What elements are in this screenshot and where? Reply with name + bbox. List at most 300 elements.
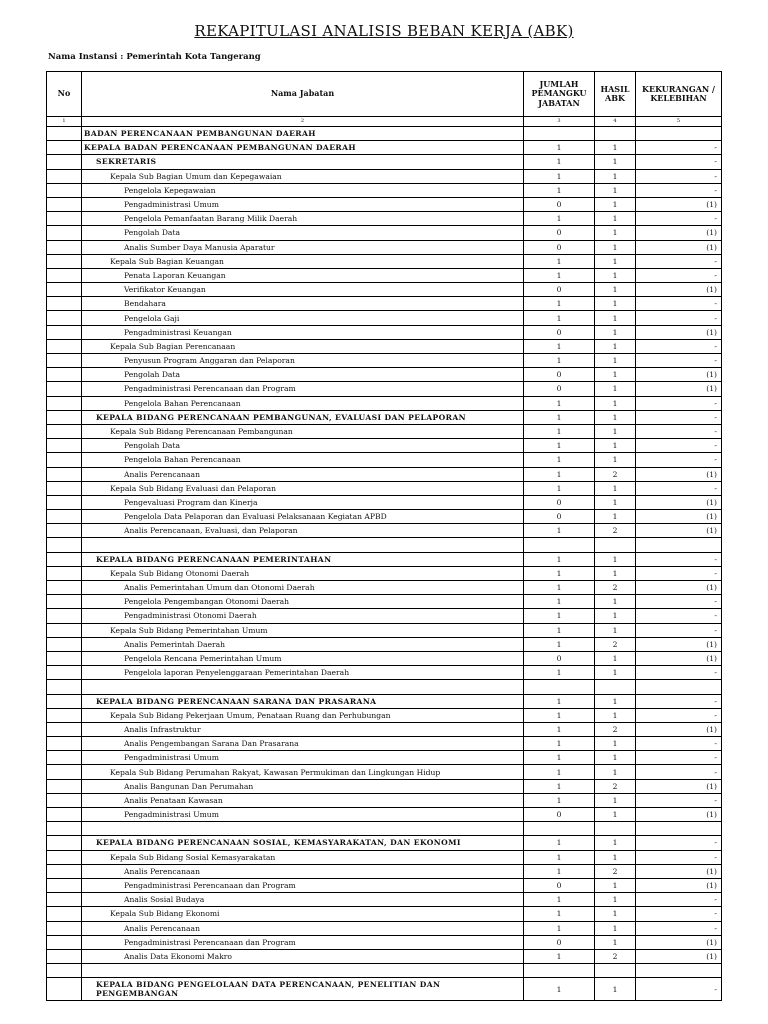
table-row: [47, 581, 722, 595]
row-no-cell: [47, 155, 82, 169]
column-number: 2: [82, 117, 524, 127]
header-no: No: [47, 72, 82, 117]
jumlah-cell: [524, 964, 595, 978]
selisih-cell: (1): [636, 510, 722, 524]
hasil-cell: 2: [595, 524, 636, 538]
jumlah-cell: 1: [524, 155, 595, 169]
jabatan-cell: Pengolah Data: [82, 368, 524, 382]
hasil-cell: 1: [595, 935, 636, 949]
row-no-cell: [47, 510, 82, 524]
jabatan-cell: Analis Pemerintahan Umum dan Otonomi Daerah: [82, 581, 524, 595]
row-no-cell: [47, 978, 82, 1001]
hasil-cell: 2: [595, 722, 636, 736]
jumlah-cell: 1: [524, 552, 595, 566]
hasil-cell: 1: [595, 325, 636, 339]
column-number: 1: [47, 117, 82, 127]
jumlah-cell: 1: [524, 424, 595, 438]
jabatan-cell: Pengolah Data: [82, 226, 524, 240]
table-row: [47, 708, 722, 722]
hasil-cell: 1: [595, 609, 636, 623]
selisih-cell: -: [636, 978, 722, 1001]
jabatan-cell: Kepala Sub Bidang Ekonomi: [82, 907, 524, 921]
selisih-cell: (1): [636, 864, 722, 878]
selisih-cell: [636, 538, 722, 552]
jabatan-cell: Kepala Sub Bidang Perumahan Rakyat, Kawasan Permukiman dan Lingkungan Hidup: [82, 765, 524, 779]
row-no-cell: [47, 524, 82, 538]
jabatan-cell: [82, 822, 524, 836]
jumlah-cell: [524, 680, 595, 694]
row-no-cell: [47, 396, 82, 410]
hasil-cell: 2: [595, 581, 636, 595]
table-row: [47, 637, 722, 651]
jumlah-cell: 1: [524, 268, 595, 282]
jumlah-cell: 1: [524, 666, 595, 680]
jumlah-cell: 1: [524, 779, 595, 793]
row-no-cell: [47, 410, 82, 424]
selisih-cell: -: [636, 410, 722, 424]
table-row: [47, 538, 722, 552]
selisih-cell: -: [636, 552, 722, 566]
table-body: [47, 127, 722, 1001]
selisih-cell: -: [636, 183, 722, 197]
table-row: [47, 779, 722, 793]
selisih-cell: (1): [636, 240, 722, 254]
hasil-cell: 1: [595, 254, 636, 268]
jumlah-cell: 1: [524, 212, 595, 226]
selisih-cell: -: [636, 893, 722, 907]
selisih-cell: -: [636, 439, 722, 453]
table-row: [47, 878, 722, 892]
jabatan-cell: KEPALA BADAN PERENCANAAN PEMBANGUNAN DAERAH: [82, 141, 524, 155]
row-no-cell: [47, 382, 82, 396]
jabatan-cell: KEPALA BIDANG PERENCANAAN PEMERINTAHAN: [82, 552, 524, 566]
jumlah-cell: 1: [524, 524, 595, 538]
row-no-cell: [47, 141, 82, 155]
selisih-cell: -: [636, 666, 722, 680]
jumlah-cell: 0: [524, 368, 595, 382]
selisih-cell: (1): [636, 325, 722, 339]
column-number: 3: [524, 117, 595, 127]
jabatan-cell: Pengelola Pengembangan Otonomi Daerah: [82, 595, 524, 609]
table-row: [47, 127, 722, 141]
selisih-cell: -: [636, 609, 722, 623]
table-row: [47, 893, 722, 907]
table-row: [47, 467, 722, 481]
hasil-cell: 1: [595, 552, 636, 566]
jabatan-cell: Kepala Sub Bidang Otonomi Daerah: [82, 566, 524, 580]
jumlah-cell: 0: [524, 226, 595, 240]
hasil-cell: [595, 680, 636, 694]
selisih-cell: -: [636, 595, 722, 609]
header-kekurangan-kelebihan: KEKURANGAN / KELEBIHAN: [636, 72, 722, 117]
selisih-cell: -: [636, 141, 722, 155]
selisih-cell: (1): [636, 935, 722, 949]
column-number: 4: [595, 117, 636, 127]
row-no-cell: [47, 935, 82, 949]
row-no-cell: [47, 212, 82, 226]
row-no-cell: [47, 793, 82, 807]
row-no-cell: [47, 581, 82, 595]
jabatan-cell: Pengelola Pemanfaatan Barang Milik Daerah: [82, 212, 524, 226]
hasil-cell: 1: [595, 921, 636, 935]
selisih-cell: (1): [636, 637, 722, 651]
hasil-cell: 1: [595, 836, 636, 850]
jumlah-cell: 1: [524, 708, 595, 722]
row-no-cell: [47, 666, 82, 680]
hasil-cell: 1: [595, 623, 636, 637]
jumlah-cell: 0: [524, 197, 595, 211]
jumlah-cell: 0: [524, 382, 595, 396]
jabatan-cell: Penata Laporan Keuangan: [82, 268, 524, 282]
selisih-cell: -: [636, 212, 722, 226]
table-row: [47, 311, 722, 325]
jabatan-cell: Pengelola laporan Penyelenggaraan Pemerintahan Daerah: [82, 666, 524, 680]
hasil-cell: 1: [595, 907, 636, 921]
jumlah-cell: 0: [524, 935, 595, 949]
hasil-cell: 1: [595, 566, 636, 580]
selisih-cell: -: [636, 836, 722, 850]
table-row: [47, 949, 722, 963]
jabatan-cell: Kepala Sub Bidang Perencanaan Pembangunan: [82, 424, 524, 438]
hasil-cell: 1: [595, 311, 636, 325]
table-header-row: [47, 72, 722, 117]
row-no-cell: [47, 254, 82, 268]
header-nama-jabatan: Nama Jabatan: [82, 72, 524, 117]
jumlah-cell: 1: [524, 354, 595, 368]
selisih-cell: [636, 127, 722, 141]
table-row: [47, 623, 722, 637]
selisih-cell: -: [636, 793, 722, 807]
jabatan-cell: Analis Data Ekonomi Makro: [82, 949, 524, 963]
hasil-cell: 1: [595, 368, 636, 382]
row-no-cell: [47, 481, 82, 495]
selisih-cell: (1): [636, 949, 722, 963]
jabatan-cell: Pengadministrasi Umum: [82, 808, 524, 822]
table-row: [47, 354, 722, 368]
hasil-cell: 1: [595, 651, 636, 665]
selisih-cell: [636, 822, 722, 836]
table-row: [47, 935, 722, 949]
jumlah-cell: 1: [524, 694, 595, 708]
table-row: [47, 240, 722, 254]
hasil-cell: 1: [595, 694, 636, 708]
jabatan-cell: Pengelola Kepegawaian: [82, 183, 524, 197]
selisih-cell: -: [636, 169, 722, 183]
table-row: [47, 254, 722, 268]
jumlah-cell: 1: [524, 410, 595, 424]
table-row: [47, 410, 722, 424]
hasil-cell: 2: [595, 949, 636, 963]
row-no-cell: [47, 836, 82, 850]
jumlah-cell: 1: [524, 609, 595, 623]
hasil-cell: [595, 822, 636, 836]
selisih-cell: [636, 680, 722, 694]
row-no-cell: [47, 467, 82, 481]
row-no-cell: [47, 127, 82, 141]
row-no-cell: [47, 354, 82, 368]
hasil-cell: 1: [595, 155, 636, 169]
selisih-cell: -: [636, 311, 722, 325]
table-row: [47, 382, 722, 396]
table-row: [47, 339, 722, 353]
row-no-cell: [47, 311, 82, 325]
row-no-cell: [47, 737, 82, 751]
hasil-cell: 1: [595, 495, 636, 509]
table-row: [47, 141, 722, 155]
selisih-cell: (1): [636, 651, 722, 665]
jumlah-cell: [524, 127, 595, 141]
selisih-cell: -: [636, 453, 722, 467]
hasil-cell: 1: [595, 197, 636, 211]
row-no-cell: [47, 183, 82, 197]
jabatan-cell: Analis Perencanaan, Evaluasi, dan Pelaporan: [82, 524, 524, 538]
selisih-cell: -: [636, 155, 722, 169]
hasil-cell: 1: [595, 297, 636, 311]
table-row: [47, 424, 722, 438]
column-number: 5: [636, 117, 722, 127]
table-row: [47, 609, 722, 623]
selisih-cell: (1): [636, 808, 722, 822]
jabatan-cell: Analis Penataan Kawasan: [82, 793, 524, 807]
instansi-label: Nama Instansi : Pemerintah Kota Tangerang: [48, 52, 261, 62]
jumlah-cell: 1: [524, 850, 595, 864]
jabatan-cell: Pengadministrasi Perencanaan dan Program: [82, 935, 524, 949]
table-row: [47, 907, 722, 921]
selisih-cell: (1): [636, 878, 722, 892]
jumlah-cell: 1: [524, 836, 595, 850]
table-row: [47, 495, 722, 509]
hasil-cell: 1: [595, 240, 636, 254]
table-row: [47, 283, 722, 297]
selisih-cell: -: [636, 623, 722, 637]
selisih-cell: -: [636, 297, 722, 311]
selisih-cell: -: [636, 765, 722, 779]
jabatan-cell: Pengadministrasi Perencanaan dan Program: [82, 878, 524, 892]
row-no-cell: [47, 339, 82, 353]
selisih-cell: (1): [636, 495, 722, 509]
selisih-cell: -: [636, 708, 722, 722]
selisih-cell: (1): [636, 197, 722, 211]
hasil-cell: 1: [595, 666, 636, 680]
selisih-cell: (1): [636, 722, 722, 736]
row-no-cell: [47, 893, 82, 907]
abk-table: [46, 71, 722, 1001]
jabatan-cell: Penyusun Program Anggaran dan Pelaporan: [82, 354, 524, 368]
selisih-cell: (1): [636, 368, 722, 382]
row-no-cell: [47, 495, 82, 509]
row-no-cell: [47, 808, 82, 822]
row-no-cell: [47, 595, 82, 609]
table-row: [47, 722, 722, 736]
jabatan-cell: Kepala Sub Bidang Pemerintahan Umum: [82, 623, 524, 637]
jabatan-cell: Analis Perencanaan: [82, 467, 524, 481]
jabatan-cell: Analis Perencanaan: [82, 864, 524, 878]
row-no-cell: [47, 907, 82, 921]
table-row: [47, 680, 722, 694]
table-row: [47, 566, 722, 580]
table-row: [47, 808, 722, 822]
row-no-cell: [47, 637, 82, 651]
table-row: [47, 169, 722, 183]
row-no-cell: [47, 779, 82, 793]
selisih-cell: -: [636, 921, 722, 935]
row-no-cell: [47, 921, 82, 935]
hasil-cell: 1: [595, 510, 636, 524]
jabatan-cell: Bendahara: [82, 297, 524, 311]
jabatan-cell: Analis Bangunan Dan Perumahan: [82, 779, 524, 793]
jabatan-cell: Verifikator Keuangan: [82, 283, 524, 297]
table-row: [47, 197, 722, 211]
hasil-cell: 1: [595, 396, 636, 410]
hasil-cell: 1: [595, 339, 636, 353]
selisih-cell: -: [636, 354, 722, 368]
selisih-cell: -: [636, 566, 722, 580]
table-row: [47, 439, 722, 453]
table-row: [47, 978, 722, 1001]
jumlah-cell: 1: [524, 396, 595, 410]
hasil-cell: 1: [595, 226, 636, 240]
table-row: [47, 850, 722, 864]
hasil-cell: 1: [595, 268, 636, 282]
row-no-cell: [47, 283, 82, 297]
jumlah-cell: 1: [524, 623, 595, 637]
row-no-cell: [47, 552, 82, 566]
selisih-cell: [636, 964, 722, 978]
row-no-cell: [47, 964, 82, 978]
selisih-cell: (1): [636, 226, 722, 240]
hasil-cell: 1: [595, 708, 636, 722]
jabatan-cell: Pengevaluasi Program dan Kinerja: [82, 495, 524, 509]
jumlah-cell: 1: [524, 183, 595, 197]
hasil-cell: 2: [595, 637, 636, 651]
jumlah-cell: 1: [524, 339, 595, 353]
row-no-cell: [47, 424, 82, 438]
selisih-cell: -: [636, 737, 722, 751]
hasil-cell: 1: [595, 737, 636, 751]
table-row: [47, 793, 722, 807]
jumlah-cell: 0: [524, 240, 595, 254]
row-no-cell: [47, 325, 82, 339]
table-row: [47, 481, 722, 495]
jabatan-cell: Pengolah Data: [82, 439, 524, 453]
jumlah-cell: 1: [524, 765, 595, 779]
jumlah-cell: 1: [524, 481, 595, 495]
jabatan-cell: KEPALA BIDANG PENGELOLAAN DATA PERENCANAAN, PENELITIAN DAN PENGEMBANGAN: [82, 978, 524, 1001]
row-no-cell: [47, 949, 82, 963]
hasil-cell: 1: [595, 141, 636, 155]
table-row: [47, 921, 722, 935]
jabatan-cell: Pengadministrasi Umum: [82, 751, 524, 765]
jabatan-cell: SEKRETARIS: [82, 155, 524, 169]
row-no-cell: [47, 609, 82, 623]
selisih-cell: -: [636, 751, 722, 765]
jumlah-cell: 1: [524, 439, 595, 453]
hasil-cell: 1: [595, 878, 636, 892]
jabatan-cell: Analis Sumber Daya Manusia Aparatur: [82, 240, 524, 254]
row-no-cell: [47, 197, 82, 211]
jabatan-cell: Kepala Sub Bagian Umum dan Kepegawaian: [82, 169, 524, 183]
hasil-cell: [595, 538, 636, 552]
jabatan-cell: Pengadministrasi Keuangan: [82, 325, 524, 339]
table-row: [47, 524, 722, 538]
row-no-cell: [47, 708, 82, 722]
row-no-cell: [47, 722, 82, 736]
jumlah-cell: 1: [524, 581, 595, 595]
jumlah-cell: 1: [524, 566, 595, 580]
jabatan-cell: KEPALA BIDANG PERENCANAAN PEMBANGUNAN, EVALUASI DAN PELAPORAN: [82, 410, 524, 424]
jabatan-cell: Pengelola Bahan Perencanaan: [82, 453, 524, 467]
jumlah-cell: 1: [524, 949, 595, 963]
jabatan-cell: [82, 964, 524, 978]
jumlah-cell: 1: [524, 978, 595, 1001]
table-row: [47, 297, 722, 311]
hasil-cell: 1: [595, 212, 636, 226]
table-row: [47, 268, 722, 282]
jumlah-cell: 1: [524, 637, 595, 651]
table-row: [47, 822, 722, 836]
jabatan-cell: Kepala Sub Bagian Keuangan: [82, 254, 524, 268]
jumlah-cell: 1: [524, 907, 595, 921]
jumlah-cell: 1: [524, 751, 595, 765]
jumlah-cell: 1: [524, 453, 595, 467]
jumlah-cell: 0: [524, 495, 595, 509]
hasil-cell: 1: [595, 382, 636, 396]
table-row: [47, 666, 722, 680]
table-row: [47, 183, 722, 197]
table-row: [47, 737, 722, 751]
selisih-cell: (1): [636, 779, 722, 793]
jabatan-cell: Analis Pengembangan Sarana Dan Prasarana: [82, 737, 524, 751]
selisih-cell: -: [636, 268, 722, 282]
jumlah-cell: 0: [524, 808, 595, 822]
table-row: [47, 864, 722, 878]
jabatan-cell: Pengelola Data Pelaporan dan Evaluasi Pelaksanaan Kegiatan APBD: [82, 510, 524, 524]
row-no-cell: [47, 453, 82, 467]
table-row: [47, 964, 722, 978]
jabatan-cell: BADAN PERENCANAAN PEMBANGUNAN DAERAH: [82, 127, 524, 141]
selisih-cell: -: [636, 481, 722, 495]
selisih-cell: -: [636, 907, 722, 921]
jumlah-cell: 0: [524, 878, 595, 892]
row-no-cell: [47, 226, 82, 240]
jumlah-cell: 1: [524, 893, 595, 907]
table-row: [47, 651, 722, 665]
table-row: [47, 595, 722, 609]
selisih-cell: -: [636, 254, 722, 268]
table-row: [47, 453, 722, 467]
hasil-cell: [595, 127, 636, 141]
hasil-cell: 2: [595, 864, 636, 878]
hasil-cell: 1: [595, 453, 636, 467]
hasil-cell: 1: [595, 595, 636, 609]
row-no-cell: [47, 566, 82, 580]
hasil-cell: 1: [595, 808, 636, 822]
jumlah-cell: 0: [524, 283, 595, 297]
jabatan-cell: KEPALA BIDANG PERENCANAAN SARANA DAN PRASARANA: [82, 694, 524, 708]
jabatan-cell: [82, 538, 524, 552]
jabatan-cell: Analis Perencanaan: [82, 921, 524, 935]
jabatan-cell: [82, 680, 524, 694]
jumlah-cell: 1: [524, 722, 595, 736]
selisih-cell: (1): [636, 382, 722, 396]
jumlah-cell: 1: [524, 737, 595, 751]
header-hasil-abk: HASIL ABK: [595, 72, 636, 117]
table-row: [47, 396, 722, 410]
hasil-cell: 1: [595, 283, 636, 297]
selisih-cell: -: [636, 850, 722, 864]
jabatan-cell: Pengelola Gaji: [82, 311, 524, 325]
selisih-cell: -: [636, 424, 722, 438]
